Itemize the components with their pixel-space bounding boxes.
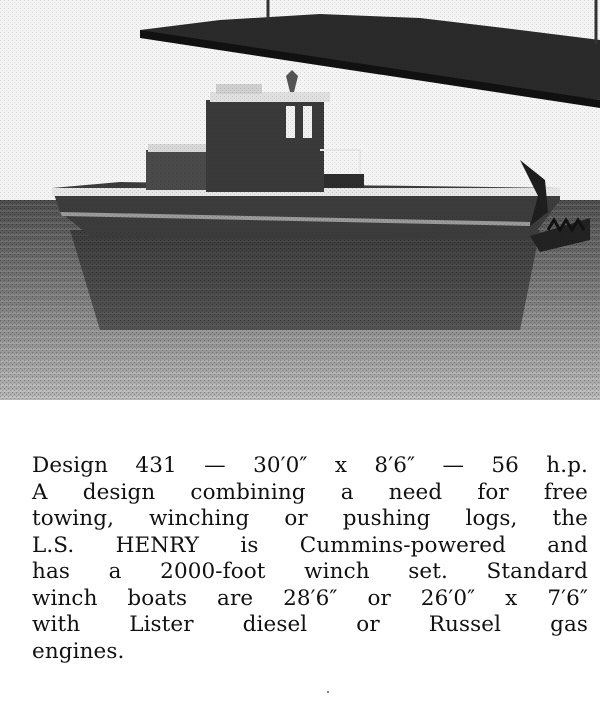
caption-line: winch boats are 28′6″ or 26′0″ x 7′6″	[32, 585, 588, 611]
caption-line-design: Design 431 — 30′0″ x 8′6″ — 56 h.p.	[32, 453, 588, 478]
caption-line: has a 2000-foot winch set. Standard	[32, 559, 588, 584]
caption-line: A design combining a need for free	[32, 479, 588, 505]
print-speck	[327, 691, 329, 693]
caption-line: L.S. HENRY is Cummins-powered and	[32, 532, 588, 558]
photo-caption	[32, 453, 588, 665]
caption-line-last: engines.	[32, 638, 125, 664]
caption-line: towing, winching or pushing logs, the	[32, 506, 588, 531]
caption-line: with Lister diesel or Russel gas	[32, 612, 588, 637]
